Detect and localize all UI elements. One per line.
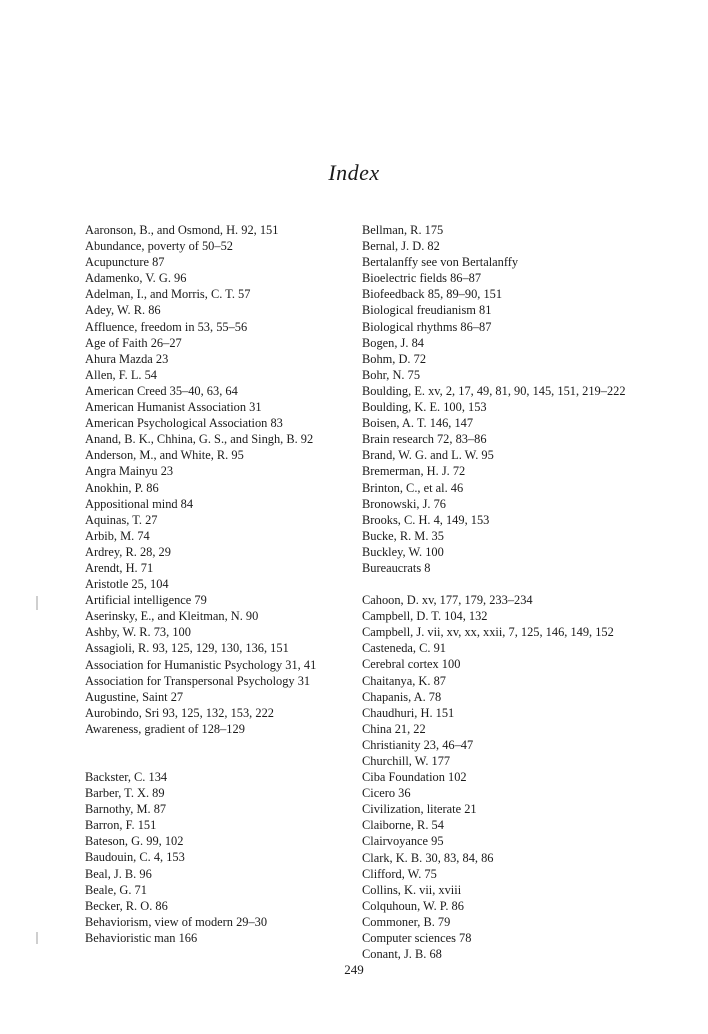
- index-entry: Bronowski, J. 76: [362, 496, 446, 511]
- index-entry: Acupuncture 87: [85, 255, 165, 270]
- index-entry: Beal, J. B. 96: [85, 866, 152, 881]
- index-entry: Barnothy, M. 87: [85, 802, 167, 817]
- index-entry: Collins, K. vii, xviii: [362, 882, 462, 897]
- index-entry: Clairvoyance 95: [362, 834, 444, 849]
- index-entry: Brinton, C., et al. 46: [362, 480, 464, 495]
- index-entry: Beale, G. 71: [85, 882, 147, 897]
- index-entry: Brand, W. G. and L. W. 95: [362, 448, 494, 463]
- index-entry: Bateson, G. 99, 102: [85, 834, 184, 849]
- index-entry: American Humanist Association 31: [85, 400, 262, 415]
- index-entry: Aserinsky, E., and Kleitman, N. 90: [85, 609, 259, 624]
- index-entry: Brain research 72, 83–86: [362, 432, 487, 447]
- index-entry: Becker, R. O. 86: [85, 898, 168, 913]
- index-entry: Baudouin, C. 4, 153: [85, 850, 185, 865]
- page-number: 249: [344, 962, 364, 977]
- scan-margin-mark: [36, 596, 38, 610]
- index-entry: Boulding, K. E. 100, 153: [362, 400, 487, 415]
- index-entry: Chaudhuri, H. 151: [362, 705, 455, 720]
- index-entry: Adelman, I., and Morris, C. T. 57: [85, 287, 251, 302]
- index-entry: Christianity 23, 46–47: [362, 737, 474, 752]
- index-entry: Behavioristic man 166: [85, 930, 198, 945]
- index-entry: Campbell, J. vii, xv, xx, xxii, 7, 125, 146, 149, 152: [362, 625, 614, 640]
- index-entry: Aristotle 25, 104: [85, 577, 169, 592]
- index-entry: Behaviorism, view of modern 29–30: [85, 914, 268, 929]
- index-entry: Bucke, R. M. 35: [362, 528, 444, 543]
- index-entry: Churchill, W. 177: [362, 754, 451, 768]
- index-entry: Barron, F. 151: [85, 818, 157, 833]
- index-entry: Colquhoun, W. P. 86: [362, 898, 464, 913]
- index-entry: Affluence, freedom in 53, 55–56: [85, 319, 248, 334]
- index-entry: Anokhin, P. 86: [85, 480, 159, 495]
- index-entry: China 21, 22: [362, 721, 426, 736]
- index-entry: Casteneda, C. 91: [362, 641, 446, 656]
- index-entry: Boulding, E. xv, 2, 17, 49, 81, 90, 145, 151, 219–222: [362, 383, 626, 398]
- index-entry: Arbib, M. 74: [85, 528, 150, 543]
- index-entry: Bogen, J. 84: [362, 335, 424, 350]
- index-entry: Bohm, D. 72: [362, 351, 427, 366]
- index-entry: Aurobindo, Sri 93, 125, 132, 153, 222: [85, 705, 274, 720]
- index-entry: Clifford, W. 75: [362, 866, 437, 881]
- index-entry: Appositional mind 84: [85, 496, 194, 511]
- index-entry: Aquinas, T. 27: [85, 512, 158, 527]
- index-entry: American Creed 35–40, 63, 64: [85, 383, 238, 398]
- index-entry: Angra Mainyu 23: [85, 464, 174, 479]
- index-entry: Campbell, D. T. 104, 132: [362, 609, 488, 624]
- index-entry: Brooks, C. H. 4, 149, 153: [362, 512, 490, 527]
- index-entry: Biofeedback 85, 89–90, 151: [362, 287, 503, 302]
- index-entry: Ciba Foundation 102: [362, 770, 467, 785]
- index-entry: Association for Transpersonal Psychology 31: [85, 673, 311, 688]
- index-entry: Backster, C. 134: [85, 770, 168, 784]
- index-entry: Biological rhythms 86–87: [362, 319, 492, 334]
- index-entry: Chaitanya, K. 87: [362, 673, 446, 688]
- index-entry: Ardrey, R. 28, 29: [85, 544, 171, 559]
- index-entry: Awareness, gradient of 128–129: [85, 721, 245, 736]
- index-entry: Computer sciences 78: [362, 931, 472, 946]
- index-entry: Biological freudianism 81: [362, 303, 492, 318]
- index-entry: Adamenko, V. G. 96: [85, 271, 187, 286]
- section-gap: [362, 576, 657, 592]
- index-entry: Anderson, M., and White, R. 95: [85, 448, 244, 463]
- index-entry: Cerebral cortex 100: [362, 657, 461, 672]
- index-entry: Age of Faith 26–27: [85, 335, 182, 350]
- index-entry: Assagioli, R. 93, 125, 129, 130, 136, 151: [85, 641, 289, 656]
- index-entry: Arendt, H. 71: [85, 560, 154, 575]
- index-entry: Buckley, W. 100: [362, 544, 444, 559]
- index-entry: Association for Humanistic Psychology 31, 41: [85, 657, 317, 672]
- index-entry: Cahoon, D. xv, 177, 179, 233–234: [362, 593, 533, 608]
- index-column-left: [85, 222, 350, 946]
- index-entry: American Psychological Association 83: [85, 416, 283, 431]
- index-entry: Clark, K. B. 30, 83, 84, 86: [362, 850, 494, 865]
- index-entry: Bremerman, H. J. 72: [362, 464, 466, 479]
- index-column-right: [362, 222, 657, 962]
- scan-margin-mark: [36, 932, 38, 944]
- index-entry: Chapanis, A. 78: [362, 689, 442, 704]
- index-entry: Conant, J. B. 68: [362, 947, 442, 962]
- index-entry: Ashby, W. R. 73, 100: [85, 625, 191, 640]
- index-entry: Bertalanffy see von Bertalanffy: [362, 255, 519, 270]
- index-entry: Civilization, literate 21: [362, 802, 477, 817]
- index-entry: Barber, T. X. 89: [85, 786, 165, 801]
- index-entry: Bureaucrats 8: [362, 560, 431, 575]
- page-title: Index: [328, 160, 380, 185]
- index-entry: Aaronson, B., and Osmond, H. 92, 151: [85, 223, 279, 237]
- index-entry: Augustine, Saint 27: [85, 689, 184, 704]
- index-entry: Abundance, poverty of 50–52: [85, 239, 233, 254]
- index-entry: Commoner, B. 79: [362, 914, 451, 929]
- index-entry: Bernal, J. D. 82: [362, 239, 440, 254]
- index-entry: Claiborne, R. 54: [362, 818, 444, 833]
- index-entry: Bellman, R. 175: [362, 223, 444, 237]
- index-entry: Bioelectric fields 86–87: [362, 271, 482, 286]
- index-entry: Cicero 36: [362, 786, 411, 801]
- index-entry: Anand, B. K., Chhina, G. S., and Singh, B. 92: [85, 432, 314, 447]
- index-entry: Artificial intelligence 79: [85, 593, 207, 608]
- index-entry: Boisen, A. T. 146, 147: [362, 416, 474, 431]
- index-entry: Bohr, N. 75: [362, 367, 421, 382]
- index-entry: Adey, W. R. 86: [85, 303, 161, 318]
- index-entry: Allen, F. L. 54: [85, 367, 157, 382]
- section-gap: [85, 737, 350, 769]
- index-entry: Ahura Mazda 23: [85, 351, 169, 366]
